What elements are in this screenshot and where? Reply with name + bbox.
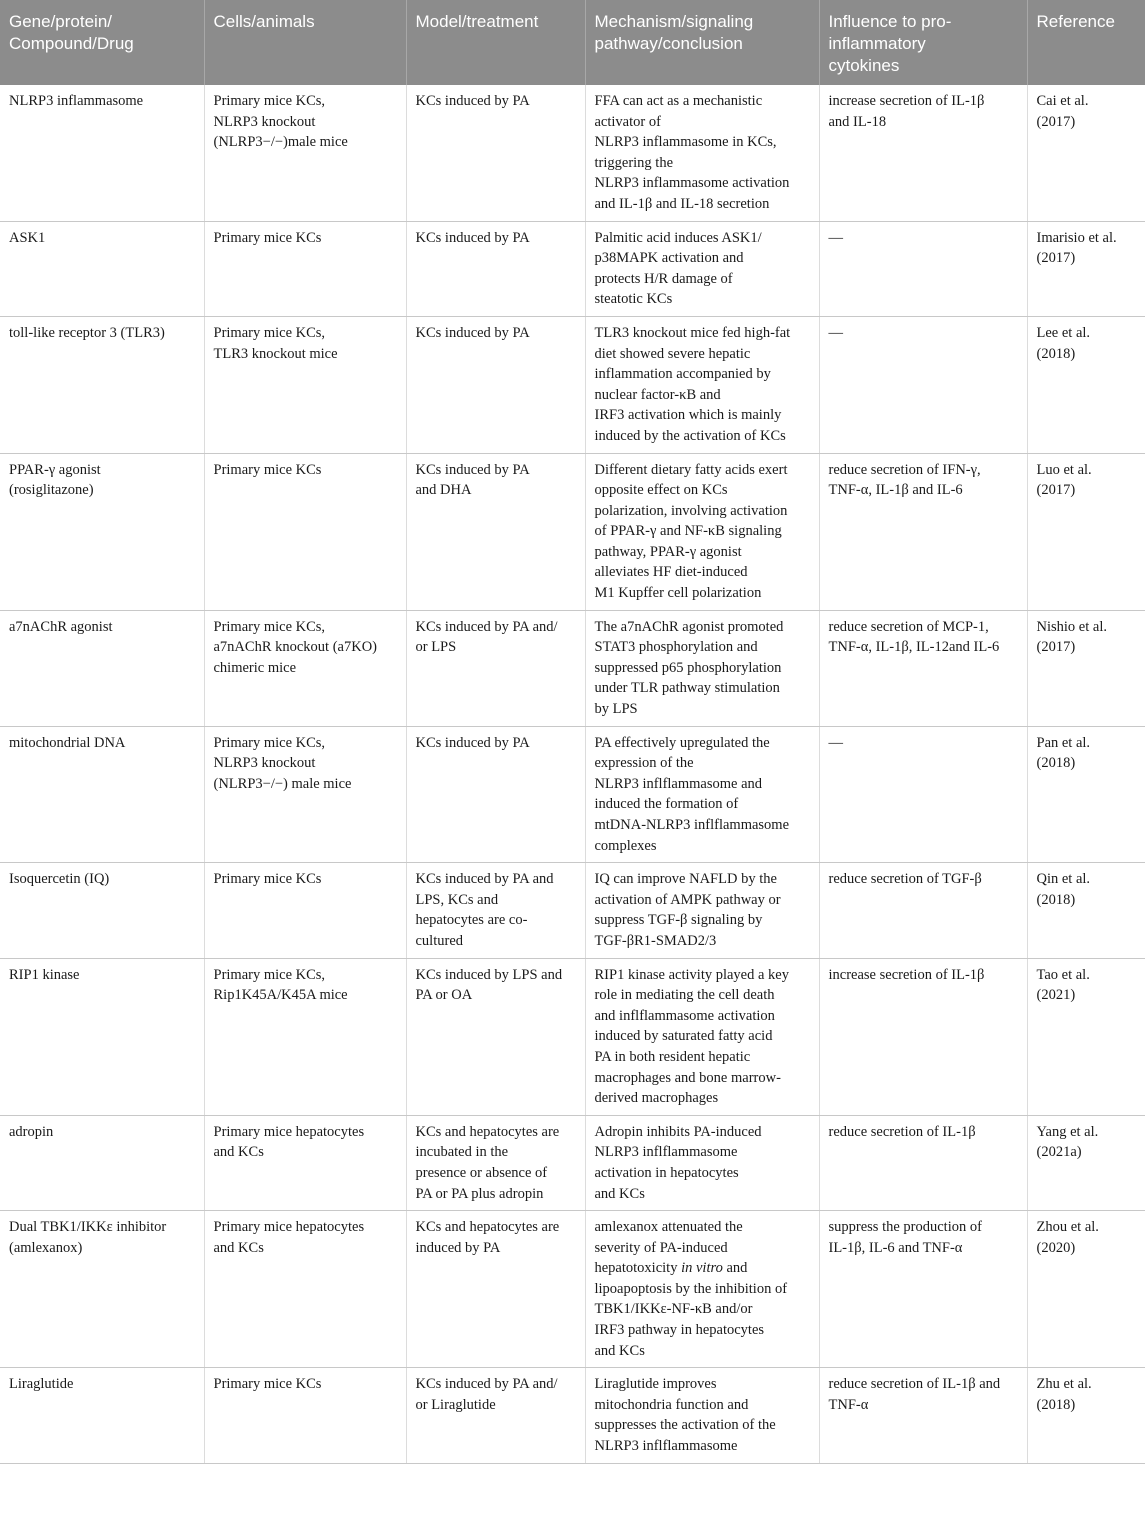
cell-cells <box>204 958 406 1115</box>
cell-text: TNF-α, IL-1β, IL-12and IL-6 <box>828 639 1000 656</box>
header-row <box>0 0 1145 85</box>
cell-text: IQ can improve NAFLD by the <box>594 871 777 888</box>
cell-text: NLRP3 knockout <box>213 113 316 130</box>
cell-influence <box>819 726 1027 863</box>
cell-influence <box>819 1115 1027 1210</box>
cell-text: by LPS <box>594 701 638 718</box>
cell-text: lipoapoptosis by the inhibition of <box>594 1280 788 1297</box>
cell-text: (rosiglitazone) <box>9 482 94 499</box>
cell-text: presence or absence of <box>415 1164 548 1181</box>
cell-text: or LPS <box>415 639 457 656</box>
cell-text: Adropin inhibits PA-induced <box>594 1123 762 1140</box>
cell-text: NLRP3 knockout <box>213 755 316 772</box>
cell-text: Nishio et al. <box>1036 618 1107 635</box>
cell-text: nuclear factor-κB and <box>594 386 721 403</box>
cell-text: KCs and hepatocytes are <box>415 1219 560 1236</box>
table-row <box>0 726 1145 863</box>
cell-text: and IL-1β and IL-18 secretion <box>594 195 770 212</box>
cell-text: Cai et al. <box>1036 93 1089 109</box>
cell-influence <box>819 453 1027 610</box>
cell-mechanism <box>585 85 819 221</box>
header-model: Model/treatment <box>406 0 585 85</box>
cell-text: KCs induced by PA <box>415 93 530 109</box>
cell-text: increase secretion of IL-1β <box>828 966 985 983</box>
cell-model <box>406 726 585 863</box>
cell-text: alleviates HF diet-induced <box>594 564 748 581</box>
cell-text: opposite effect on KCs <box>594 482 728 499</box>
cell-model <box>406 863 585 958</box>
cell-text: and KCs <box>594 1185 645 1202</box>
cell-influence <box>819 221 1027 316</box>
cell-text: KCs induced by PA <box>415 229 530 246</box>
cell-text: toll-like receptor 3 (TLR3) <box>9 324 165 341</box>
cell-text: severity of PA-induced <box>594 1239 728 1256</box>
cell-cells <box>204 316 406 453</box>
cell-text: KCs induced by PA <box>415 461 530 478</box>
cell-text: M1 Kupffer cell polarization <box>594 585 762 602</box>
cell-text: Primary mice KCs, <box>213 734 326 751</box>
cell-text: or Liraglutide <box>415 1396 496 1413</box>
cell-model <box>406 85 585 221</box>
cell-text: (2017) <box>1036 639 1076 656</box>
cell-text: (2017) <box>1036 482 1076 499</box>
cell-text: STAT3 phosphorylation and <box>594 639 758 656</box>
cell-text: Yang et al. <box>1036 1123 1099 1140</box>
cell-cells <box>204 221 406 316</box>
cell-text: Primary mice KCs, <box>213 93 326 109</box>
cell-text: cultured <box>415 932 464 949</box>
cell-influence <box>819 863 1027 958</box>
cell-influence <box>819 610 1027 726</box>
cell-text: PA or OA <box>415 987 473 1004</box>
cell-text: chimeric mice <box>213 659 297 676</box>
cell-text: incubated in the <box>415 1144 509 1161</box>
cell-gene <box>0 221 204 316</box>
cell-text: (2018) <box>1036 345 1076 362</box>
cell-reference <box>1027 958 1145 1115</box>
cell-text: Dual TBK1/IKKε inhibitor <box>9 1219 167 1236</box>
cell-text: PA in both resident hepatic <box>594 1048 751 1065</box>
cell-text: Primary mice hepatocytes <box>213 1219 365 1236</box>
cell-text: pathway, PPAR-γ agonist <box>594 543 742 560</box>
cell-text: hepatotoxicity in vitro and <box>594 1260 748 1277</box>
cell-text: KCs induced by PA <box>415 324 530 341</box>
cell-text: reduce secretion of MCP-1, <box>828 618 989 635</box>
cell-influence <box>819 316 1027 453</box>
header-mechanism: Mechanism/signaling pathway/conclusion <box>585 0 819 85</box>
cell-text: Primary mice KCs, <box>213 966 326 983</box>
cell-text: induced by saturated fatty acid <box>594 1028 773 1045</box>
cell-mechanism <box>585 726 819 863</box>
cell-text: NLRP3 inflflammasome <box>594 1438 738 1455</box>
cell-text: Primary mice KCs <box>213 461 322 478</box>
cell-text: and DHA <box>415 482 472 499</box>
cell-reference <box>1027 1115 1145 1210</box>
cell-model <box>406 316 585 453</box>
table-row <box>0 316 1145 453</box>
cell-mechanism <box>585 316 819 453</box>
cell-mechanism <box>585 221 819 316</box>
cell-model <box>406 453 585 610</box>
cell-text: IRF3 pathway in hepatocytes <box>594 1322 765 1339</box>
cell-text: (NLRP3−/−)male mice <box>213 134 348 151</box>
cell-gene <box>0 453 204 610</box>
cell-mechanism <box>585 958 819 1115</box>
header-gene: Gene/protein/ Compound/Drug <box>0 0 204 85</box>
cell-text: Isoquercetin (IQ) <box>9 871 110 888</box>
cell-text: mtDNA-NLRP3 inflflammasome <box>594 817 790 833</box>
cell-text: TBK1/IKKε-NF-κB and/or <box>594 1301 753 1318</box>
cell-text: ASK1 <box>9 229 46 246</box>
cell-text: reduce secretion of TGF-β <box>828 871 982 888</box>
cell-text: Palmitic acid induces ASK1/ <box>594 229 762 246</box>
cell-text: diet showed severe hepatic <box>594 345 751 362</box>
cell-text: macrophages and bone marrow- <box>594 1069 781 1086</box>
cell-influence <box>819 85 1027 221</box>
cell-text: Qin et al. <box>1036 871 1091 888</box>
table-row <box>0 221 1145 316</box>
cell-mechanism <box>585 863 819 958</box>
cell-text: reduce secretion of IFN-γ, <box>828 461 981 478</box>
cell-text: KCs induced by PA and/ <box>415 1376 558 1393</box>
cell-text: RIP1 kinase activity played a key <box>594 966 789 983</box>
cell-text: activator of <box>594 113 661 130</box>
table-row <box>0 863 1145 958</box>
cell-cells <box>204 863 406 958</box>
cell-text: induced by PA <box>415 1239 501 1256</box>
cell-gene <box>0 958 204 1115</box>
cell-text: TLR3 knockout mice <box>213 345 338 362</box>
cell-text: (2017) <box>1036 250 1076 267</box>
cell-text: induced the formation of <box>594 796 739 813</box>
cell-text: suppress the production of <box>828 1219 982 1236</box>
cell-text: Lee et al. <box>1036 324 1091 341</box>
cell-text: KCs and hepatocytes are <box>415 1123 560 1140</box>
cell-text: induced by the activation of KCs <box>594 427 786 444</box>
cell-cells <box>204 85 406 221</box>
cell-text: Primary mice KCs, <box>213 324 326 341</box>
cell-text: p38MAPK activation and <box>594 250 744 267</box>
cell-text: a7nAChR knockout (a7KO) <box>213 639 378 656</box>
cell-gene <box>0 610 204 726</box>
cell-text: suppressed p65 phosphorylation <box>594 659 782 676</box>
cell-text: Zhu et al. <box>1036 1376 1092 1393</box>
cell-cells <box>204 726 406 863</box>
cell-reference <box>1027 726 1145 863</box>
cell-text: TNF-α <box>828 1396 869 1413</box>
cell-text: mitochondria function and <box>594 1396 749 1413</box>
table-row <box>0 1368 1145 1463</box>
cell-text: (2018) <box>1036 891 1076 908</box>
table-body <box>0 85 1145 1463</box>
cell-model <box>406 1368 585 1463</box>
cell-text: Tao et al. <box>1036 966 1090 983</box>
cell-text: triggering the <box>594 154 674 171</box>
cell-text: KCs induced by PA and <box>415 871 554 888</box>
table-row <box>0 1211 1145 1368</box>
cell-text: derived macrophages <box>594 1090 719 1107</box>
cell-reference <box>1027 1211 1145 1368</box>
cell-text: TLR3 knockout mice fed high-fat <box>594 324 791 341</box>
cell-text: NLRP3 inflflammasome <box>594 1144 738 1161</box>
cell-text: (2017) <box>1036 113 1076 130</box>
cell-text: Primary mice KCs <box>213 871 322 888</box>
cell-gene <box>0 1211 204 1368</box>
cell-text: (amlexanox) <box>9 1239 83 1256</box>
cell-text: hepatocytes are co- <box>415 912 528 929</box>
cell-model <box>406 958 585 1115</box>
header-influence: Influence to pro- inflammatory cytokines <box>819 0 1027 85</box>
cell-text: (NLRP3−/−) male mice <box>213 775 352 792</box>
cell-text: FFA can act as a mechanistic <box>594 93 763 109</box>
cell-gene <box>0 85 204 221</box>
cell-text: LPS, KCs and <box>415 891 499 908</box>
cell-reference <box>1027 610 1145 726</box>
cell-text: (2018) <box>1036 1396 1076 1413</box>
cell-mechanism <box>585 1368 819 1463</box>
cell-text: Liraglutide <box>9 1376 74 1393</box>
cell-text: protects H/R damage of <box>594 270 733 287</box>
cell-cells <box>204 1211 406 1368</box>
table-row <box>0 958 1145 1115</box>
cell-influence <box>819 1211 1027 1368</box>
cell-text: Rip1K45A/K45A mice <box>213 987 348 1004</box>
cell-text: amlexanox attenuated the <box>594 1219 743 1236</box>
cell-text: reduce secretion of IL-1β and <box>828 1376 1001 1393</box>
cell-text: role in mediating the cell death <box>594 987 775 1004</box>
cell-text: NLRP3 inflflammasome and <box>594 775 763 792</box>
cell-reference <box>1027 85 1145 221</box>
cell-text: — <box>828 324 843 341</box>
cell-reference <box>1027 1368 1145 1463</box>
cell-text: and KCs <box>213 1239 264 1256</box>
cell-text: (2018) <box>1036 755 1076 772</box>
cell-text: RIP1 kinase <box>9 966 80 983</box>
cell-text: steatotic KCs <box>594 291 673 308</box>
cell-text: polarization, involving activation <box>594 502 788 519</box>
cell-cells <box>204 610 406 726</box>
header-cells: Cells/animals <box>204 0 406 85</box>
cell-influence <box>819 1368 1027 1463</box>
cell-text: suppresses the activation of the <box>594 1417 776 1434</box>
cell-text: NLRP3 inflammasome activation <box>594 175 790 192</box>
cell-mechanism <box>585 1211 819 1368</box>
table-row <box>0 1115 1145 1210</box>
cell-reference <box>1027 863 1145 958</box>
cell-mechanism <box>585 610 819 726</box>
cell-text: Liraglutide improves <box>594 1376 717 1393</box>
table-row <box>0 610 1145 726</box>
cell-model <box>406 1115 585 1210</box>
cell-text: mitochondrial DNA <box>9 734 126 751</box>
cell-text: reduce secretion of IL-1β <box>828 1123 976 1140</box>
cell-text: NLRP3 inflammasome in KCs, <box>594 134 777 151</box>
cell-text: PA effectively upregulated the <box>594 734 770 751</box>
cell-cells <box>204 1115 406 1210</box>
cell-text: Different dietary fatty acids exert <box>594 461 788 478</box>
cell-text: activation in hepatocytes <box>594 1164 739 1181</box>
cell-gene <box>0 726 204 863</box>
cell-text: Primary mice hepatocytes <box>213 1123 365 1140</box>
table-header <box>0 0 1145 85</box>
table-row <box>0 453 1145 610</box>
cell-text: IRF3 activation which is mainly <box>594 407 782 424</box>
cell-text: Primary mice KCs <box>213 229 322 246</box>
cell-text: TGF-βR1-SMAD2/3 <box>594 932 717 949</box>
cell-text: of PPAR-γ and NF-κB signaling <box>594 523 782 540</box>
cell-model <box>406 221 585 316</box>
cell-text: IL-1β, IL-6 and TNF-α <box>828 1239 963 1256</box>
cell-text: TNF-α, IL-1β and IL-6 <box>828 482 963 499</box>
cell-text: under TLR pathway stimulation <box>594 680 780 697</box>
cell-text: (2020) <box>1036 1239 1076 1256</box>
cell-reference <box>1027 316 1145 453</box>
cell-gene <box>0 316 204 453</box>
header-reference: Reference <box>1027 0 1145 85</box>
cell-text: The a7nAChR agonist promoted <box>594 618 784 635</box>
cell-text: activation of AMPK pathway or <box>594 891 781 908</box>
cell-text: complexes <box>594 837 657 854</box>
cell-text: inflammation accompanied by <box>594 366 771 383</box>
cell-text: — <box>828 229 843 246</box>
cell-text: KCs induced by PA and/ <box>415 618 558 635</box>
cell-gene <box>0 1115 204 1210</box>
cell-text: NLRP3 inflammasome <box>9 93 144 109</box>
cell-text: Luo et al. <box>1036 461 1092 478</box>
cell-text: adropin <box>9 1123 54 1140</box>
cell-text: PPAR-γ agonist <box>9 461 101 478</box>
cell-model <box>406 610 585 726</box>
cell-cells <box>204 1368 406 1463</box>
cell-text: Imarisio et al. <box>1036 229 1117 246</box>
cell-mechanism <box>585 1115 819 1210</box>
cell-text: Zhou et al. <box>1036 1219 1099 1236</box>
cell-text: KCs induced by LPS and <box>415 966 563 983</box>
cell-text: increase secretion of IL-1β <box>828 93 985 109</box>
cell-text: Primary mice KCs <box>213 1376 322 1393</box>
cell-text: KCs induced by PA <box>415 734 530 751</box>
cell-text: and inflflammasome activation <box>594 1007 775 1024</box>
cell-text: (2021a) <box>1036 1144 1082 1161</box>
cell-model <box>406 1211 585 1368</box>
cell-reference <box>1027 221 1145 316</box>
cell-text: Primary mice KCs, <box>213 618 326 635</box>
cell-influence <box>819 958 1027 1115</box>
cell-text: a7nAChR agonist <box>9 618 113 635</box>
cell-cells <box>204 453 406 610</box>
cell-text: Pan et al. <box>1036 734 1091 751</box>
cell-text: — <box>828 734 843 751</box>
cell-text: expression of the <box>594 755 694 772</box>
cell-mechanism <box>585 453 819 610</box>
cell-text: and KCs <box>594 1342 645 1359</box>
cell-text: and IL-18 <box>828 113 887 130</box>
cell-text: suppress TGF-β signaling by <box>594 912 763 929</box>
cell-text: and KCs <box>213 1144 264 1161</box>
cell-gene <box>0 1368 204 1463</box>
cell-text: PA or PA plus adropin <box>415 1185 544 1202</box>
cell-text: (2021) <box>1036 987 1076 1004</box>
cell-gene <box>0 863 204 958</box>
table-row <box>0 85 1145 221</box>
cell-reference <box>1027 453 1145 610</box>
